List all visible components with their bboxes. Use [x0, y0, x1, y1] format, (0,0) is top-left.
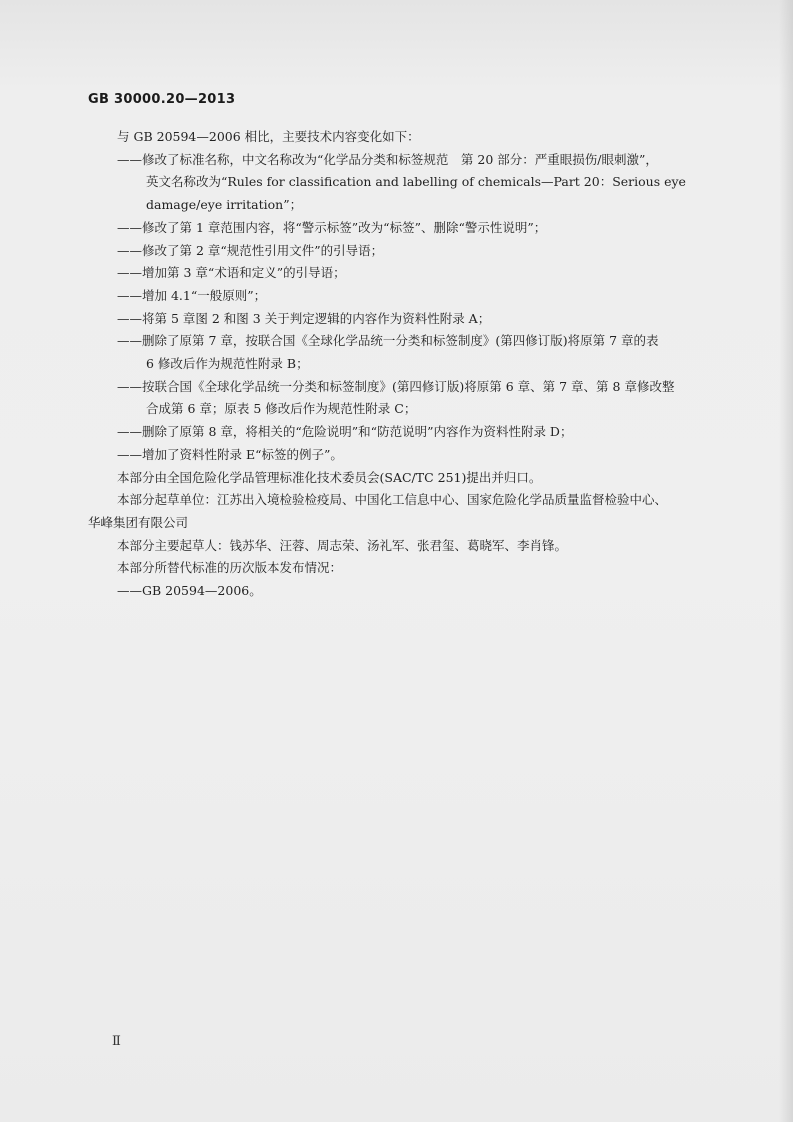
change-item-7: ——删除了原第 7 章，按联合国《全球化学品统一分类和标签制度》(第四修订版)将原第 7 章的表 [117, 333, 659, 349]
drafting-units-cont: 华峰集团有限公司 [88, 514, 189, 530]
change-item-1-cont: 英文名称改为“Rules for classification and labelling of chemicals—Part 20：Serious eye [146, 174, 686, 190]
change-item-4: ——增加第 3 章“术语和定义”的引导语； [117, 265, 346, 281]
change-item-8-cont: 合成第 6 章；原表 5 修改后作为规范性附录 C； [146, 401, 417, 417]
drafting-units: 本部分起草单位：江苏出入境检验检疫局、中国化工信息中心、国家危险化学品质量监督检验中心、 [117, 492, 668, 508]
change-item-10: ——增加了资料性附录 E“标签的例子”。 [117, 446, 343, 462]
change-item-5: ——增加 4.1“一般原则”； [117, 287, 267, 303]
page-edge-shadow [779, 0, 793, 1122]
changes-intro: 与 GB 20594—2006 相比，主要技术内容变化如下： [117, 129, 420, 144]
change-item-3: ——修改了第 2 章“规范性引用文件”的引导语； [117, 242, 384, 258]
change-item-8: ——按联合国《全球化学品统一分类和标签制度》(第四修订版)将原第 6 章、第 7 章、第 8 章修改整 [117, 378, 675, 394]
foreword-body [88, 126, 728, 603]
change-item-9: ——删除了原第 8 章，将相关的“危险说明”和“防范说明”内容作为资料性附录 D； [117, 424, 573, 440]
change-item-1: ——修改了标准名称，中文名称改为“化学品分类和标签规范 第 20 部分：严重眼损伤/眼刺激”， [117, 151, 658, 167]
change-item-2: ——修改了第 1 章范围内容，将“警示标签”改为“标签”、删除“警示性说明”； [117, 219, 547, 235]
change-item-1-cont2: damage/eye irritation”； [146, 197, 303, 213]
standard-code-header: GB 30000.20—2013 [88, 92, 236, 107]
change-item-6: ——将第 5 章图 2 和图 3 关于判定逻辑的内容作为资料性附录 A； [117, 310, 491, 326]
replaced-versions-intro: 本部分所替代标准的历次版本发布情况： [117, 560, 343, 576]
proposed-statement: 本部分由全国危险化学品管理标准化技术委员会(SAC/TC 251)提出并归口。 [117, 469, 542, 485]
change-item-7-cont: 6 修改后作为规范性附录 B； [146, 356, 309, 372]
main-drafters: 本部分主要起草人：钱苏华、汪蓉、周志荣、汤礼军、张君玺、葛晓军、李肖锋。 [117, 537, 568, 553]
replaced-version-item: ——GB 20594—2006。 [117, 583, 262, 599]
page-number: Ⅱ [112, 1034, 121, 1049]
